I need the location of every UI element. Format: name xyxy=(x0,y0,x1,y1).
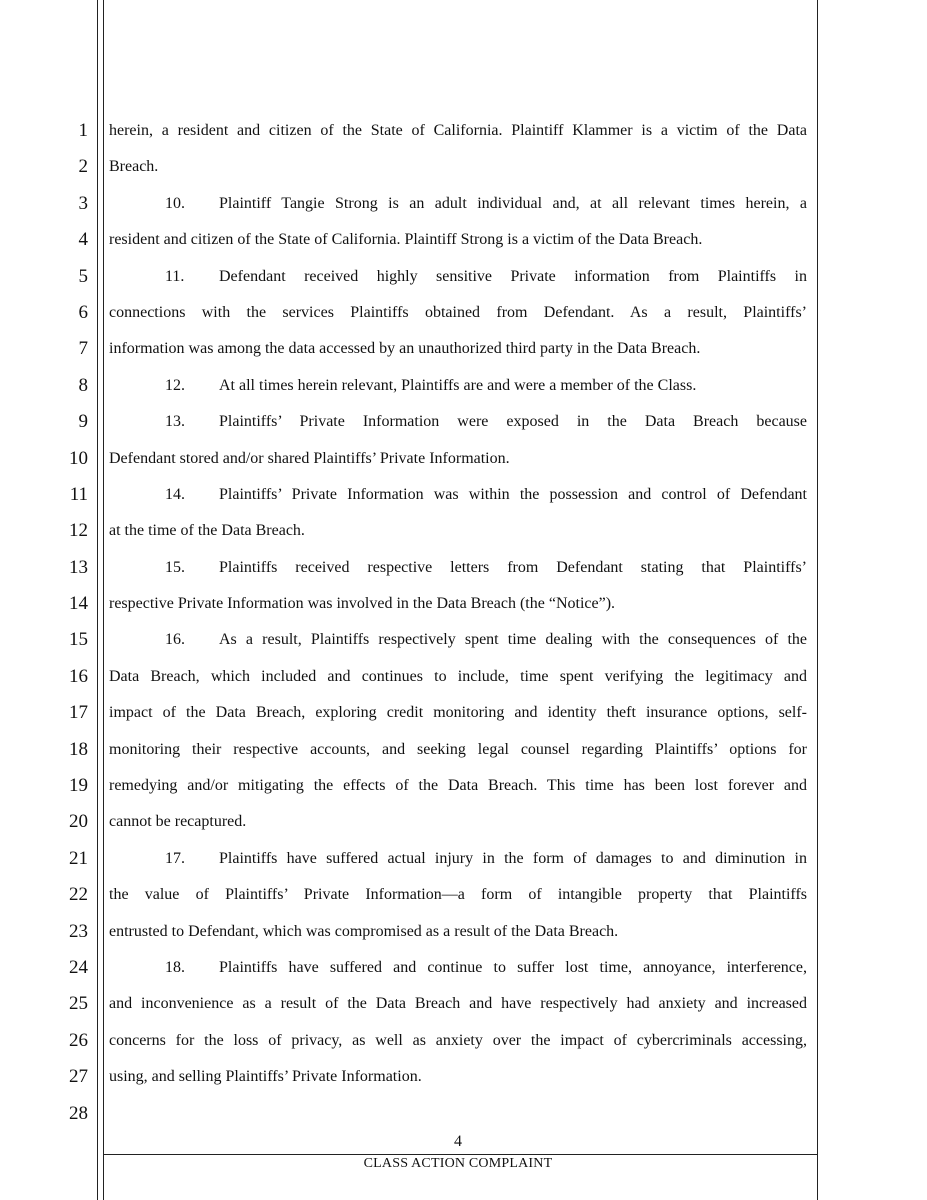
text-line xyxy=(109,950,807,986)
text-line xyxy=(109,441,807,477)
line-number: 11 xyxy=(69,483,88,505)
line-text: Plaintiffs received respective letters from Defendant stating that Plaintiffs’ xyxy=(219,558,807,576)
text-line xyxy=(109,804,807,840)
line-number: 12 xyxy=(69,520,88,542)
line-number: 18 xyxy=(69,738,88,760)
line-text: the value of Plaintiffs’ Private Information—a form of intangible property that Plaintiffs xyxy=(109,886,807,904)
paragraph-number: 16. xyxy=(165,631,185,649)
text-line xyxy=(109,1059,807,1095)
line-text: entrusted to Defendant, which was compromised as a result of the Data Breach. xyxy=(109,922,619,940)
text-line xyxy=(109,222,807,258)
text-line xyxy=(109,368,807,404)
footer-rule xyxy=(103,1154,817,1155)
line-text: At all times herein relevant, Plaintiffs are and were a member of the Class. xyxy=(219,376,697,394)
line-text: at the time of the Data Breach. xyxy=(109,522,305,540)
paragraph-number: 13. xyxy=(165,413,185,431)
line-text: and inconvenience as a result of the Data Breach and have respectively had anxiety and increased xyxy=(109,995,807,1013)
line-number: 9 xyxy=(78,411,88,433)
paragraph-number: 12. xyxy=(165,376,185,394)
paragraph-number: 14. xyxy=(165,485,185,503)
line-number: 20 xyxy=(69,811,88,833)
line-number: 8 xyxy=(78,374,88,396)
line-text: information was among the data accessed by an unauthorized third party in the Data Breach. xyxy=(109,340,701,358)
line-number: 5 xyxy=(78,265,88,287)
text-line xyxy=(109,477,807,513)
text-line xyxy=(109,513,807,549)
line-text: As a result, Plaintiffs respectively spent time dealing with the consequences of the xyxy=(219,631,807,649)
line-number: 3 xyxy=(78,192,88,214)
line-number: 28 xyxy=(69,1102,88,1124)
line-text: Defendant stored and/or shared Plaintiffs’ Private Information. xyxy=(109,449,510,467)
page-number: 4 xyxy=(454,1133,462,1150)
text-line xyxy=(109,1023,807,1059)
line-number: 17 xyxy=(69,702,88,724)
line-number: 15 xyxy=(69,629,88,651)
text-line xyxy=(109,113,807,149)
line-number: 2 xyxy=(78,156,88,178)
paragraph-number: 15. xyxy=(165,558,185,576)
text-line xyxy=(109,331,807,367)
text-line xyxy=(109,149,807,185)
line-text: herein, a resident and citizen of the State of California. Plaintiff Klammer is a victim of the Data xyxy=(109,122,807,139)
line-number: 21 xyxy=(69,847,88,869)
line-text: cannot be recaptured. xyxy=(109,813,247,831)
line-text: connections with the services Plaintiffs obtained from Defendant. As a result, Plaintiffs’ xyxy=(109,303,807,321)
line-text: Plaintiff Tangie Strong is an adult individual and, at all relevant times herein, a xyxy=(219,194,807,212)
line-number: 24 xyxy=(69,956,88,978)
line-number: 14 xyxy=(69,593,88,615)
text-line xyxy=(109,1096,807,1132)
line-text: Breach. xyxy=(109,158,159,176)
paragraph-number: 17. xyxy=(165,849,185,867)
paragraph-number: 11. xyxy=(165,267,185,285)
line-text: Plaintiffs have suffered and continue to suffer lost time, annoyance, interference, xyxy=(219,958,807,976)
text-line xyxy=(109,732,807,768)
text-line xyxy=(109,404,807,440)
text-line xyxy=(109,768,807,804)
line-number: 1 xyxy=(78,120,88,141)
line-number: 26 xyxy=(69,1029,88,1051)
line-number: 23 xyxy=(69,920,88,942)
line-text: Data Breach, which included and continues to include, time spent verifying the legitimacy and xyxy=(109,667,807,685)
line-number: 13 xyxy=(69,556,88,578)
line-text: Defendant received highly sensitive Private information from Plaintiffs in xyxy=(219,267,807,285)
text-line xyxy=(109,695,807,731)
line-number: 16 xyxy=(69,665,88,687)
footer-document-title: CLASS ACTION COMPLAINT xyxy=(363,1156,553,1171)
text-line xyxy=(109,841,807,877)
paragraph-number: 18. xyxy=(165,958,185,976)
line-number: 19 xyxy=(69,775,88,797)
line-number: 22 xyxy=(69,884,88,906)
line-number: 25 xyxy=(69,993,88,1015)
line-text: remedying and/or mitigating the effects of the Data Breach. This time has been lost forever and xyxy=(109,777,807,795)
text-line xyxy=(109,914,807,950)
line-number: 27 xyxy=(69,1066,88,1088)
text-line xyxy=(109,295,807,331)
line-text: respective Private Information was involved in the Data Breach (the “Notice”). xyxy=(109,595,616,613)
line-text: Plaintiffs’ Private Information was within the possession and control of Defendant xyxy=(219,485,807,503)
line-number: 4 xyxy=(78,229,88,251)
text-line xyxy=(109,259,807,295)
paragraph-number: 10. xyxy=(165,194,185,212)
line-text: Plaintiffs’ Private Information were exposed in the Data Breach because xyxy=(219,413,807,431)
complaint-body xyxy=(109,113,807,1132)
line-text: Plaintiffs have suffered actual injury in the form of damages to and diminution in xyxy=(219,849,807,867)
text-line xyxy=(109,877,807,913)
text-line xyxy=(109,659,807,695)
text-line xyxy=(109,186,807,222)
line-number: 7 xyxy=(78,338,88,360)
line-number: 10 xyxy=(69,447,88,469)
left-margin-rule-outer xyxy=(97,0,98,1200)
text-line xyxy=(109,986,807,1022)
right-margin-rule xyxy=(817,0,818,1200)
pleading-line-numbers xyxy=(50,113,92,1132)
line-text: impact of the Data Breach, exploring credit monitoring and identity theft insurance options, self- xyxy=(109,704,807,722)
line-text: concerns for the loss of privacy, as well as anxiety over the impact of cybercriminals accessing, xyxy=(109,1031,807,1049)
line-text: using, and selling Plaintiffs’ Private Information. xyxy=(109,1068,422,1086)
line-text: monitoring their respective accounts, and seeking legal counsel regarding Plaintiffs’ options for xyxy=(109,740,807,758)
text-line xyxy=(109,586,807,622)
line-number: 6 xyxy=(78,301,88,323)
line-text: resident and citizen of the State of California. Plaintiff Strong is a victim of the Data Breach. xyxy=(109,231,703,249)
left-margin-rule-inner xyxy=(103,0,104,1200)
text-line xyxy=(109,622,807,658)
text-line xyxy=(109,550,807,586)
